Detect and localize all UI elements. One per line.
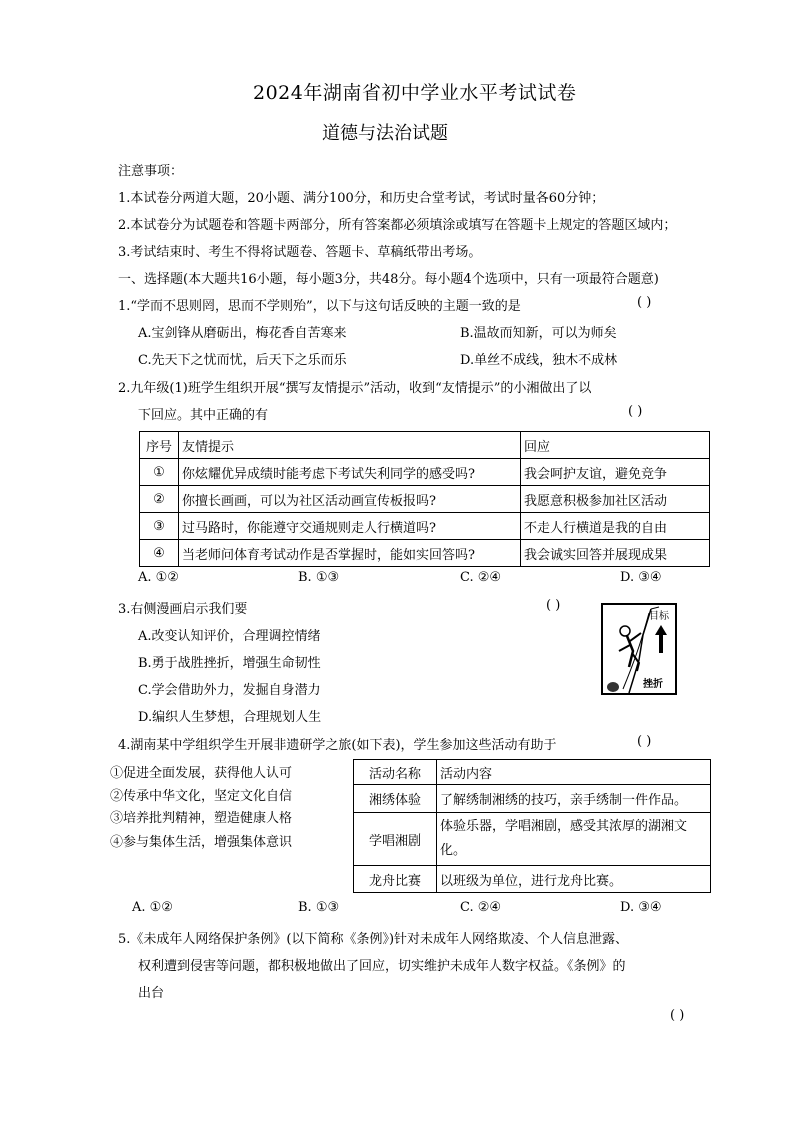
q5-stem-cont: 权利遭到侵害等问题，都积极地做出了回应，切实维护未成年人数字权益。《条例》的	[138, 959, 626, 974]
q2-cell-tip: 过马路时，你能遵守交通规则走人行横道吗?	[179, 513, 521, 540]
notes-heading: 注意事项：	[118, 164, 184, 179]
table-row	[354, 813, 711, 866]
q4-option-c: C. ②④	[460, 900, 502, 915]
table-row	[140, 513, 710, 540]
q2-option-d: D. ③④	[620, 570, 662, 585]
q4-item: ②传承中华文化，坚定文化自信	[110, 789, 293, 804]
section-heading: 一、选择题(本大题共16小题，每小题3分，共48分。每小题4个选项中，只有一项最符合题意)	[118, 272, 659, 287]
q1-option-c: C.先天下之忧而忧，后天下之乐而乐	[138, 353, 347, 368]
q3-stem: 3.右侧漫画启示我们要	[118, 602, 248, 617]
q1-option-d: D.单丝不成线，独木不成林	[460, 353, 618, 368]
note-item: 3.考试结束时、考生不得将试题卷、答题卡、草稿纸带出考场。	[118, 245, 482, 260]
q2-cell-reply: 我会呵护友谊，避免竞争	[521, 459, 710, 486]
q3-option-c: C.学会借助外力，发掘自身潜力	[138, 683, 321, 698]
q2-option-b: B. ①③	[298, 570, 340, 585]
q1-option-b: B.温故而知新，可以为师矣	[460, 326, 617, 341]
q2-cell-no: ②	[140, 486, 179, 513]
q4-item: ④参与集体生活，增强集体意识	[110, 835, 293, 850]
table-row	[354, 785, 711, 813]
q2-header-reply: 回应	[521, 432, 710, 459]
q3-answer-blank: ( )	[546, 598, 561, 613]
q2-table	[139, 431, 710, 567]
q3-option-b: B.勇于战胜挫折，增强生命韧性	[138, 656, 321, 671]
q4-option-a: A. ①②	[132, 900, 173, 915]
q3-option-d: D.编织人生梦想，合理规划人生	[138, 710, 322, 725]
q2-cell-no: ④	[140, 540, 179, 567]
q5-stem: 5.《未成年人网络保护条例》(以下简称《条例》)针对未成年人网络欺凌、个人信息泄露、	[118, 932, 629, 947]
q4-cell-content: 了解绣制湘绣的技巧，亲手绣制一件作品。	[437, 785, 711, 813]
q2-header-no: 序号	[140, 432, 179, 459]
q2-cell-tip: 当老师问体育考试动作是否掌握时，能如实回答吗?	[179, 540, 521, 567]
table-row	[140, 486, 710, 513]
q4-cell-content: 以班级为单位，进行龙舟比赛。	[437, 866, 711, 893]
q2-cell-no: ①	[140, 459, 179, 486]
climbing-cartoon	[601, 603, 677, 695]
q1-option-a: A.宝剑锋从磨砺出，梅花香自苦寒来	[138, 326, 347, 341]
q4-table	[353, 759, 711, 893]
q2-cell-reply: 不走人行横道是我的自由	[521, 513, 710, 540]
q1-answer-blank: ( )	[637, 295, 652, 310]
note-item: 2.本试卷分为试题卷和答题卡两部分，所有答案都必须填涂或填写在答题卡上规定的答题区域内；	[118, 218, 677, 233]
cartoon-label-setback: 挫折	[643, 679, 663, 690]
q2-cell-tip: 你擅长画画，可以为社区活动画宣传板报吗?	[179, 486, 521, 513]
q4-option-d: D. ③④	[620, 900, 662, 915]
q1-stem: 1.“学而不思则罔，思而不学则殆”，以下与这句话反映的主题一致的是	[118, 299, 521, 314]
q4-header-content: 活动内容	[437, 760, 711, 785]
q5-stem-cont: 出台	[138, 986, 165, 1001]
table-row	[354, 866, 711, 893]
q4-item: ③培养批判精神，塑造健康人格	[110, 811, 293, 826]
q2-cell-no: ③	[140, 513, 179, 540]
q5-answer-blank: ( )	[670, 1008, 685, 1023]
cartoon-label-goal: 目标	[649, 611, 669, 622]
q2-stem: 2.九年级(1)班学生组织开展“撰写友情提示”活动，收到“友情提示”的小湘做出了以	[118, 381, 592, 396]
q4-answer-blank: ( )	[637, 734, 652, 749]
table-row	[140, 459, 710, 486]
q3-option-a: A.改变认知评价，合理调控情绪	[138, 629, 321, 644]
q4-cell-content: 体验乐器，学唱湘剧，感受其浓厚的湖湘文化。	[437, 813, 711, 866]
exam-subtitle: 道德与法治试题	[322, 123, 448, 144]
q2-answer-blank: ( )	[628, 404, 643, 419]
q2-header-tip: 友情提示	[179, 432, 521, 459]
q2-stem-cont: 下回应。其中正确的有	[138, 408, 269, 423]
q2-cell-tip: 你炫耀优异成绩时能考虑下考试失利同学的感受吗?	[179, 459, 521, 486]
q4-cell-name: 湘绣体验	[354, 785, 437, 813]
q4-item: ①促进全面发展，获得他人认可	[110, 766, 293, 781]
q4-header-name: 活动名称	[354, 760, 437, 785]
q4-stem: 4.湖南某中学组织学生开展非遗研学之旅(如下表)，学生参加这些活动有助于	[118, 738, 557, 753]
q4-cell-name: 学唱湘剧	[354, 813, 437, 866]
q2-option-c: C. ②④	[460, 570, 502, 585]
q2-cell-reply: 我愿意积极参加社区活动	[521, 486, 710, 513]
q2-cell-reply: 我会诚实回答并展现成果	[521, 540, 710, 567]
table-row	[140, 540, 710, 567]
q4-cell-name: 龙舟比赛	[354, 866, 437, 893]
note-item: 1.本试卷分两道大题，20小题、满分100分，和历史合堂考试，考试时量各60分钟；	[118, 191, 605, 206]
exam-title: 2024年湖南省初中学业水平考试试卷	[253, 82, 577, 104]
q2-option-a: A. ①②	[138, 570, 179, 585]
q4-option-b: B. ①③	[298, 900, 340, 915]
